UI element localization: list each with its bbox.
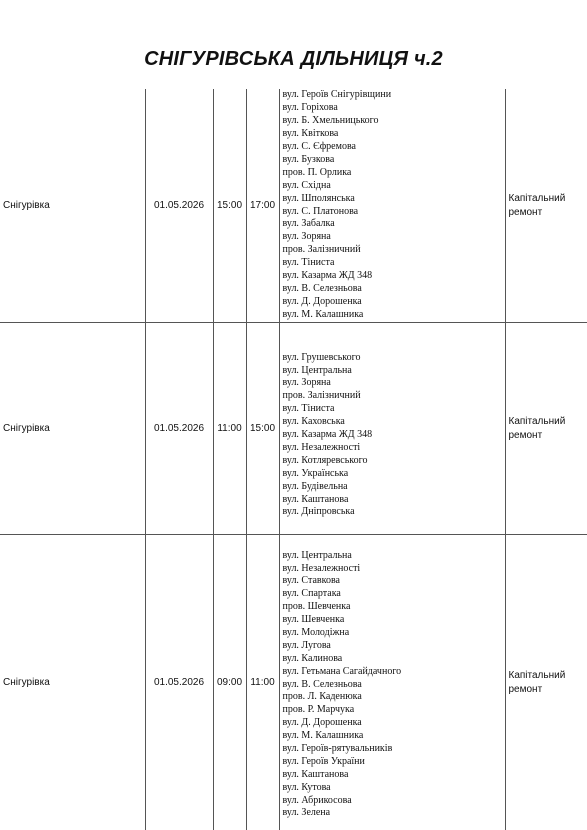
table-row: [0, 535, 587, 830]
end-time-cell: 11:00: [246, 535, 279, 830]
street-item: вул. Каштанова: [283, 494, 505, 507]
street-item: вул. Будівельна: [283, 481, 505, 494]
street-item: вул. Казарма ЖД 348: [283, 270, 505, 283]
reason-line: Капітальний: [509, 192, 587, 206]
street-item: вул. Грушевського: [283, 352, 505, 365]
streets-cell: [279, 89, 505, 323]
street-item: вул. Каштанова: [283, 769, 505, 782]
start-time-cell: 09:00: [213, 535, 246, 830]
street-item: вул. С. Платонова: [283, 206, 505, 219]
street-item: вул. Українська: [283, 468, 505, 481]
page-title: СНІГУРІВСЬКА ДІЛЬНИЦЯ ч.2: [0, 48, 587, 71]
end-time-cell: 15:00: [246, 323, 279, 535]
street-item: вул. Забалка: [283, 218, 505, 231]
reason-line: ремонт: [509, 683, 587, 697]
street-item: вул. В. Селезньова: [283, 679, 505, 692]
street-item: вул. Молодіжна: [283, 627, 505, 640]
date-cell: 01.05.2026: [145, 89, 213, 323]
street-list: [283, 352, 505, 520]
street-item: вул. Дніпровська: [283, 506, 505, 519]
street-item: вул. Казарма ЖД 348: [283, 429, 505, 442]
start-time-cell: 15:00: [213, 89, 246, 323]
reason-line: ремонт: [509, 206, 587, 220]
street-item: вул. Незалежності: [283, 563, 505, 576]
street-item: вул. Героїв України: [283, 756, 505, 769]
street-item: вул. Котляревського: [283, 455, 505, 468]
street-item: пров. П. Орлика: [283, 167, 505, 180]
street-item: вул. Зоряна: [283, 231, 505, 244]
reason-line: Капітальний: [509, 669, 587, 683]
street-item: вул. Кутова: [283, 782, 505, 795]
street-list: [283, 89, 505, 321]
date-cell: 01.05.2026: [145, 535, 213, 830]
street-item: вул. Зоряна: [283, 377, 505, 390]
end-time-cell: 17:00: [246, 89, 279, 323]
street-item: вул. Квіткова: [283, 128, 505, 141]
street-item: пров. Р. Марчука: [283, 704, 505, 717]
street-item: пров. Залізничний: [283, 244, 505, 257]
settlement-cell: Снігурівка: [0, 535, 145, 830]
street-list: [283, 550, 505, 821]
settlement-cell: Снігурівка: [0, 89, 145, 323]
street-item: вул. Незалежності: [283, 442, 505, 455]
street-item: вул. Героїв Снігурівщини: [283, 89, 505, 102]
street-item: вул. Центральна: [283, 365, 505, 378]
outage-schedule-table: [0, 89, 587, 830]
settlement-cell: Снігурівка: [0, 323, 145, 535]
street-item: вул. Бузкова: [283, 154, 505, 167]
street-item: вул. Б. Хмельницького: [283, 115, 505, 128]
street-item: вул. Ставкова: [283, 575, 505, 588]
street-item: вул. Горіхова: [283, 102, 505, 115]
street-item: вул. Каховська: [283, 416, 505, 429]
street-item: вул. Калинова: [283, 653, 505, 666]
street-item: вул. В. Селезньова: [283, 283, 505, 296]
street-item: пров. Залізничний: [283, 390, 505, 403]
street-item: вул. Абрикосова: [283, 795, 505, 808]
street-item: вул. Д. Дорошенка: [283, 717, 505, 730]
street-item: вул. С. Єфремова: [283, 141, 505, 154]
reason-line: Капітальний: [509, 415, 587, 429]
street-item: пров. Л. Каденюка: [283, 691, 505, 704]
street-item: пров. Шевченка: [283, 601, 505, 614]
street-item: вул. Спартака: [283, 588, 505, 601]
street-item: вул. Лугова: [283, 640, 505, 653]
street-item: вул. Шевченка: [283, 614, 505, 627]
reason-cell: [505, 89, 587, 323]
streets-cell: [279, 323, 505, 535]
table-row: [0, 89, 587, 323]
reason-cell: [505, 535, 587, 830]
start-time-cell: 11:00: [213, 323, 246, 535]
table-row: [0, 323, 587, 535]
streets-cell: [279, 535, 505, 830]
street-item: вул. Д. Дорошенка: [283, 296, 505, 309]
date-cell: 01.05.2026: [145, 323, 213, 535]
reason-line: ремонт: [509, 429, 587, 443]
street-item: вул. Тіниста: [283, 257, 505, 270]
street-item: вул. Східна: [283, 180, 505, 193]
street-item: вул. Шполянська: [283, 193, 505, 206]
street-item: вул. М. Калашника: [283, 309, 505, 322]
street-item: вул. Тіниста: [283, 403, 505, 416]
street-item: вул. Героїв-рятувальників: [283, 743, 505, 756]
street-item: вул. Центральна: [283, 550, 505, 563]
street-item: вул. М. Калашника: [283, 730, 505, 743]
street-item: вул. Гетьмана Сагайдачного: [283, 666, 505, 679]
street-item: вул. Зелена: [283, 807, 505, 820]
reason-cell: [505, 323, 587, 535]
